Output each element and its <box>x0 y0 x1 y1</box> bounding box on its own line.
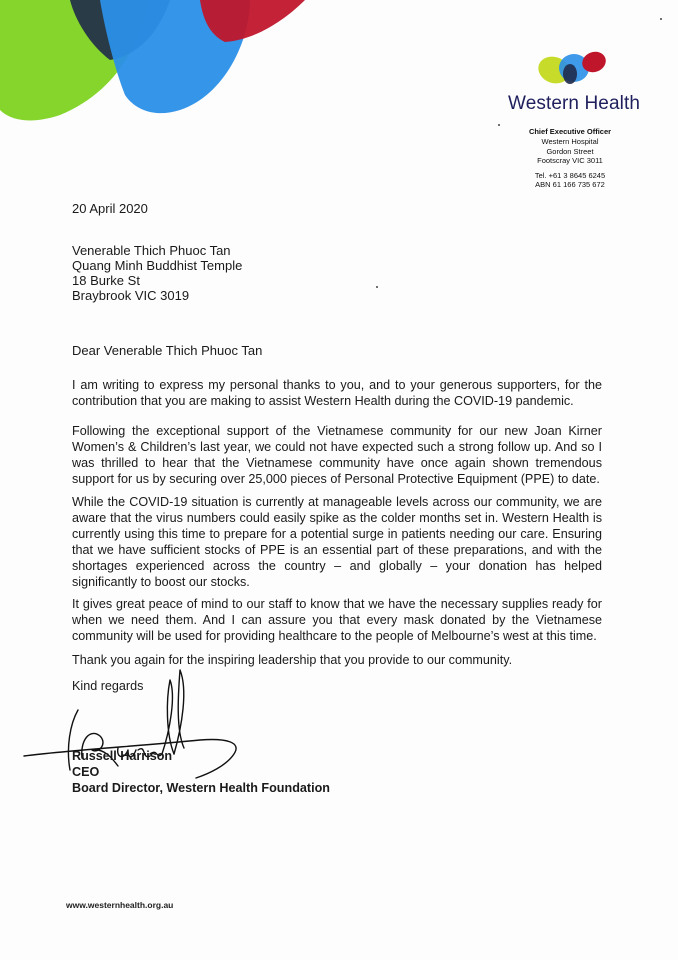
recipient-line: Braybrook VIC 3019 <box>72 288 190 303</box>
body-paragraph: Thank you again for the inspiring leadership that you provide to our community. <box>72 653 513 667</box>
recipient-line: Quang Minh Buddhist Temple <box>72 258 243 273</box>
recipient-address <box>72 243 242 303</box>
address-line: Western Hospital <box>541 137 599 147</box>
letterhead-contact-block <box>520 127 620 189</box>
org-name: Western Health <box>508 93 640 114</box>
signatory-role: Board Director, Western Health Foundation <box>72 781 330 795</box>
recipient-line: Venerable Thich Phuoc Tan <box>72 243 231 258</box>
closing: Kind regards <box>72 679 144 693</box>
office-title: Chief Executive Officer <box>528 127 612 136</box>
scan-speck <box>660 18 662 20</box>
salutation: Dear Venerable Thich Phuoc Tan <box>72 343 263 358</box>
western-health-logo-icon <box>534 44 614 92</box>
address-line: Footscray VIC 3011 <box>537 156 603 166</box>
footer-website: www.westernhealth.org.au <box>66 900 174 910</box>
body-paragraph: Following the exceptional support of the Vietnamese community for our new Joan Kirner Women’s & Children’s last year, we could not have expected such a strong follow up. And so I was thrilled to hear that the Vietnamese community have once again shown tremendous support for us by securing over 25,000 pieces of Personal Protective Equipment (PPE) to date. <box>72 424 602 486</box>
red-shape <box>200 0 305 42</box>
address-line: Gordon Street <box>546 146 594 156</box>
body-paragraph: While the COVID-19 situation is currently at manageable levels across our community, we are aware that the virus numbers could easily spike as the colder months set in. Western Health is currently using this time to prepare for a potential surge in patients needing our care. Ensuring that we have sufficient stocks of PPE is an essential part of these preparations, and with the shortages experienced across the country – and globally – your donation has helped significantly to boost our stocks. <box>72 495 602 589</box>
body-paragraph: It gives great peace of mind to our staff to know that we have the necessary supplies ready for when we need them. And I can assure you that every mask donated by the Vietnamese community will be used for providing healthcare to the people of Melbourne’s west at this time. <box>72 597 602 643</box>
signatory-block <box>72 748 330 796</box>
letter-date: 20 April 2020 <box>72 201 148 216</box>
recipient-line: 18 Burke St <box>72 273 140 288</box>
decorative-corner-graphic <box>0 0 320 160</box>
body-paragraph: I am writing to express my personal thanks to you, and to your generous supporters, for the contribution that you are making to assist Western Health during the COVID-19 pandemic. <box>72 378 602 408</box>
signatory-title: CEO <box>72 765 100 779</box>
signatory-name: Russell Harrison <box>72 749 173 763</box>
phone-line: Tel. +61 3 8645 6245 <box>534 170 606 180</box>
abn-line: ABN 61 166 735 672 <box>535 180 605 190</box>
scan-speck <box>376 286 378 288</box>
scan-speck <box>498 124 500 126</box>
